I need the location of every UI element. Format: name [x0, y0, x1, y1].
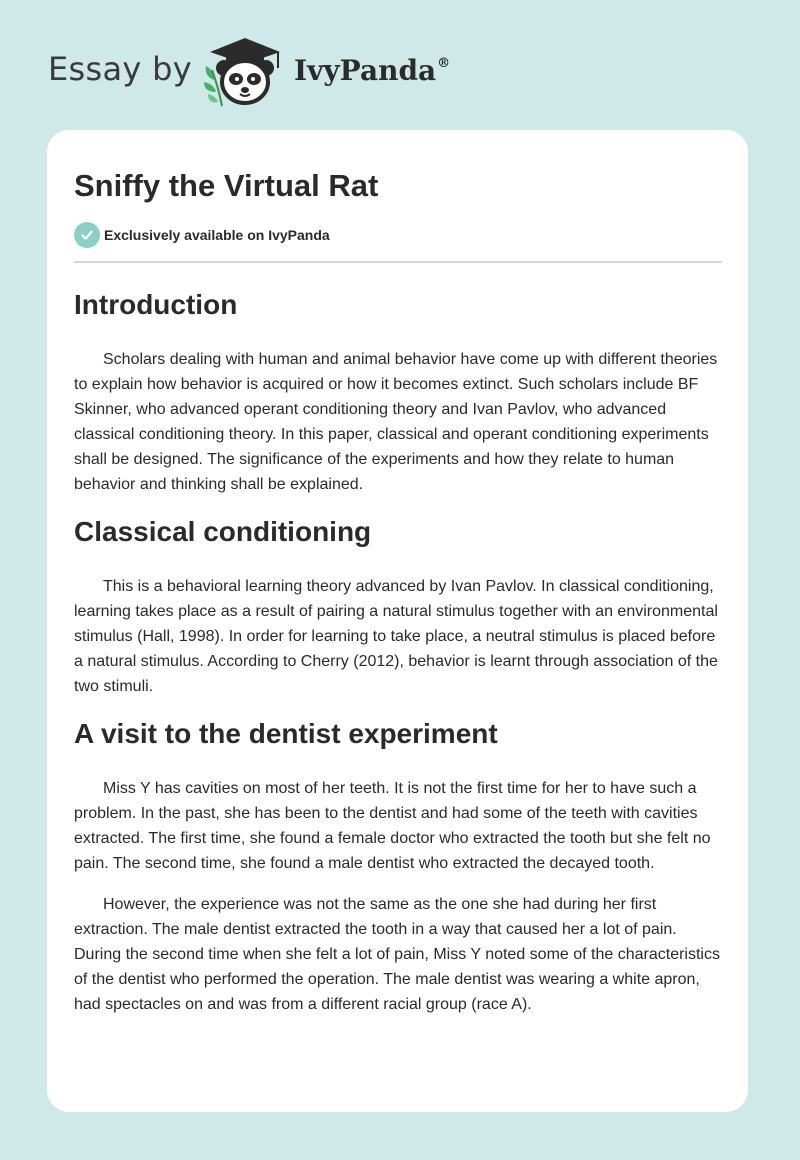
- essay-card: [47, 130, 748, 1112]
- check-icon: [74, 222, 100, 248]
- essay-body: [74, 280, 722, 1017]
- essay-title: Sniffy the Virtual Rat: [74, 168, 379, 203]
- paragraph: Scholars dealing with human and animal behavior have come up with different theories to explain how behavior is acquired or how it becomes extinct. Such scholars include BF Skinner, who advanced operant conditioning theory and Ivan Pavlov, who advanced classical conditioning theory. In this paper, classical and operant conditioning experiments shall be designed. The significance of the experiments and how they relate to human behavior and thinking shall be explained.: [74, 351, 718, 493]
- section-heading-dentist-experiment: A visit to the dentist experiment: [74, 718, 498, 749]
- section-heading-classical-conditioning: Classical conditioning: [74, 516, 372, 547]
- registered-mark: ®: [437, 56, 451, 71]
- brand-name[interactable]: IvyPanda®: [294, 54, 451, 87]
- ivypanda-logo-icon[interactable]: [200, 36, 290, 108]
- exclusive-text: Exclusively available on IvyPanda: [104, 227, 330, 243]
- exclusive-badge: [74, 222, 330, 248]
- paragraph: However, the experience was not the same as the one she had during her first extraction. The male dentist extracted the tooth in a way that caused her a lot of pain. During the second time when she felt a lot of pain, Miss Y noted some of the characteristics of the dentist who performed the operation. The male dentist was wearing a white apron, had spectacles on and was from a different racial group (race A).: [74, 896, 720, 1013]
- paragraph: Miss Y has cavities on most of her teeth. It is not the first time for her to have such a problem. In the past, she has been to the dentist and had some of the teeth with cavities extracted. The first time, she found a female doctor who extracted the tooth but she felt no pain. The second time, she found a male dentist who extracted the decayed tooth.: [74, 780, 711, 872]
- essay-by-label: Essay by: [48, 50, 192, 88]
- section-heading-introduction: Introduction: [74, 289, 238, 320]
- site-header: [48, 36, 468, 108]
- divider: [74, 261, 722, 263]
- paragraph: This is a behavioral learning theory advanced by Ivan Pavlov. In classical conditioning, learning takes place as a result of pairing a natural stimulus together with an environmental stimulus (Hall, 1998). In order for learning to take place, a neutral stimulus is placed before a natural stimulus. According to Cherry (2012), behavior is learnt through association of the two stimuli.: [74, 578, 718, 695]
